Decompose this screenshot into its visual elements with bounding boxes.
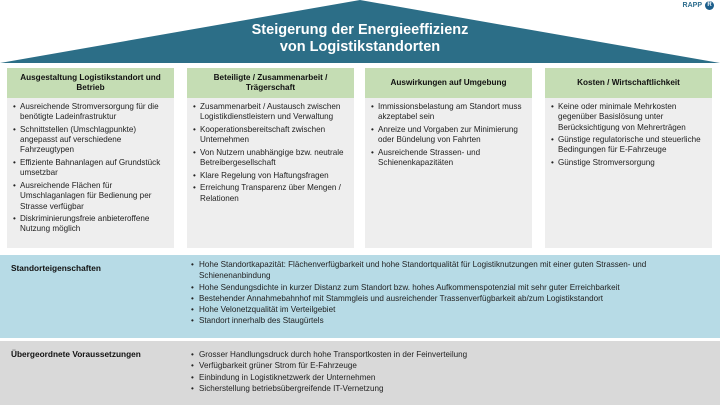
pillar-title: Kosten / Wirtschaftlichkeit (545, 68, 712, 98)
list-item: • Erreichung Transparenz über Mengen / Relationen (193, 183, 350, 204)
list-item: • Sicherstellung betriebsübergreifende IT-Vernetzung (191, 383, 710, 394)
band-list (191, 349, 710, 394)
band-label: Standorteigenschaften (11, 263, 101, 273)
band-label: Übergeordnete Voraussetzungen (11, 349, 141, 359)
list-item: • Ausreichende Stromversorgung für die benötigte Ladeinfrastruktur (13, 102, 170, 123)
pillar-auswirkungen (365, 68, 532, 248)
list-item: • Von Nutzern unabhängige bzw. neutrale Betreibergesellschaft (193, 148, 350, 169)
list-item: • Hohe Standortkapazität: Flächenverfügbarkeit und hohe Standortqualität für Logistiknutzungen mit einer guten Strassen- und Schienenanbindung (191, 259, 710, 282)
list-item: • Zusammenarbeit / Austausch zwischen Logistikdienstleistern und Verwaltung (193, 102, 350, 123)
pillar-list (187, 98, 354, 204)
pillar-beteiligte (187, 68, 354, 248)
list-item: • Verfügbarkeit grüner Strom für E-Fahrzeuge (191, 360, 710, 371)
list-item: • Einbindung in Logistiknetzwerk der Unternehmen (191, 372, 710, 383)
list-item: • Günstige Stromversorgung (551, 158, 708, 168)
list-item: • Hohe Velonetzqualität im Verteilgebiet (191, 304, 710, 315)
pillar-title: Auswirkungen auf Umgebung (365, 68, 532, 98)
brand-name: RAPP (682, 2, 702, 9)
voraussetzungen-band (0, 341, 720, 405)
list-item: • Grosser Handlungsdruck durch hohe Transportkosten in der Feinverteilung (191, 349, 710, 360)
pillar-list (365, 98, 532, 168)
list-item: • Ausreichende Strassen- und Schienenkapazitäten (371, 148, 528, 169)
brand-logo (683, 1, 714, 10)
pillar-title: Beteiligte / Zusammenarbeit / Trägerschaft (187, 68, 354, 98)
list-item: • Ausreichende Flächen für Umschlaganlagen für Bedienung per Strasse verfügbar (13, 181, 170, 212)
list-item: • Anreize und Vorgaben zur Minimierung oder Bündelung von Fahrten (371, 125, 528, 146)
pillar-list (545, 98, 712, 168)
list-item: • Schnittstellen (Umschlagpunkte) angepasst auf verschiedene Fahrzeugtypen (13, 125, 170, 156)
band-list (191, 259, 710, 327)
list-item: • Kooperationsbereitschaft zwischen Unternehmen (193, 125, 350, 146)
list-item: • Bestehender Annahmebahnhof mit Stammgleis und ausreichender Trassenverfügbarkeit ab/zum Logistikstandort (191, 293, 710, 304)
rapp-logo-icon: R (705, 1, 714, 10)
pillar-ausgestaltung (7, 68, 174, 248)
list-item: • Standort innerhalb des Staugürtels (191, 315, 710, 326)
list-item: • Günstige regulatorische und steuerliche Bedingungen für E-Fahrzeuge (551, 135, 708, 156)
list-item: • Effiziente Bahnanlagen auf Grundstück umsetzbar (13, 158, 170, 179)
pillar-kosten (545, 68, 712, 248)
list-item: • Immissionsbelastung am Standort muss akzeptabel sein (371, 102, 528, 123)
list-item: • Diskriminierungsfreie anbieteroffene Nutzung möglich (13, 214, 170, 235)
title-line-2: von Logistikstandorten (279, 39, 441, 55)
list-item: • Keine oder minimale Mehrkosten gegenüber Basislösung unter Berücksichtigung von Mehrerträgen (551, 102, 708, 133)
standort-band (0, 255, 720, 338)
list-item: • Klare Regelung von Haftungsfragen (193, 171, 350, 181)
list-item: • Hohe Sendungsdichte in kurzer Distanz zum Standort bzw. hohes Aufkommenspotenzial mit sehr guter Erreichbarkeit (191, 282, 710, 293)
pillar-title: Ausgestaltung Logistikstandort und Betrieb (7, 68, 174, 98)
title-line-1: Steigerung der Energieeffizienz (251, 22, 469, 38)
page-title (200, 22, 520, 56)
pillar-list (7, 98, 174, 235)
